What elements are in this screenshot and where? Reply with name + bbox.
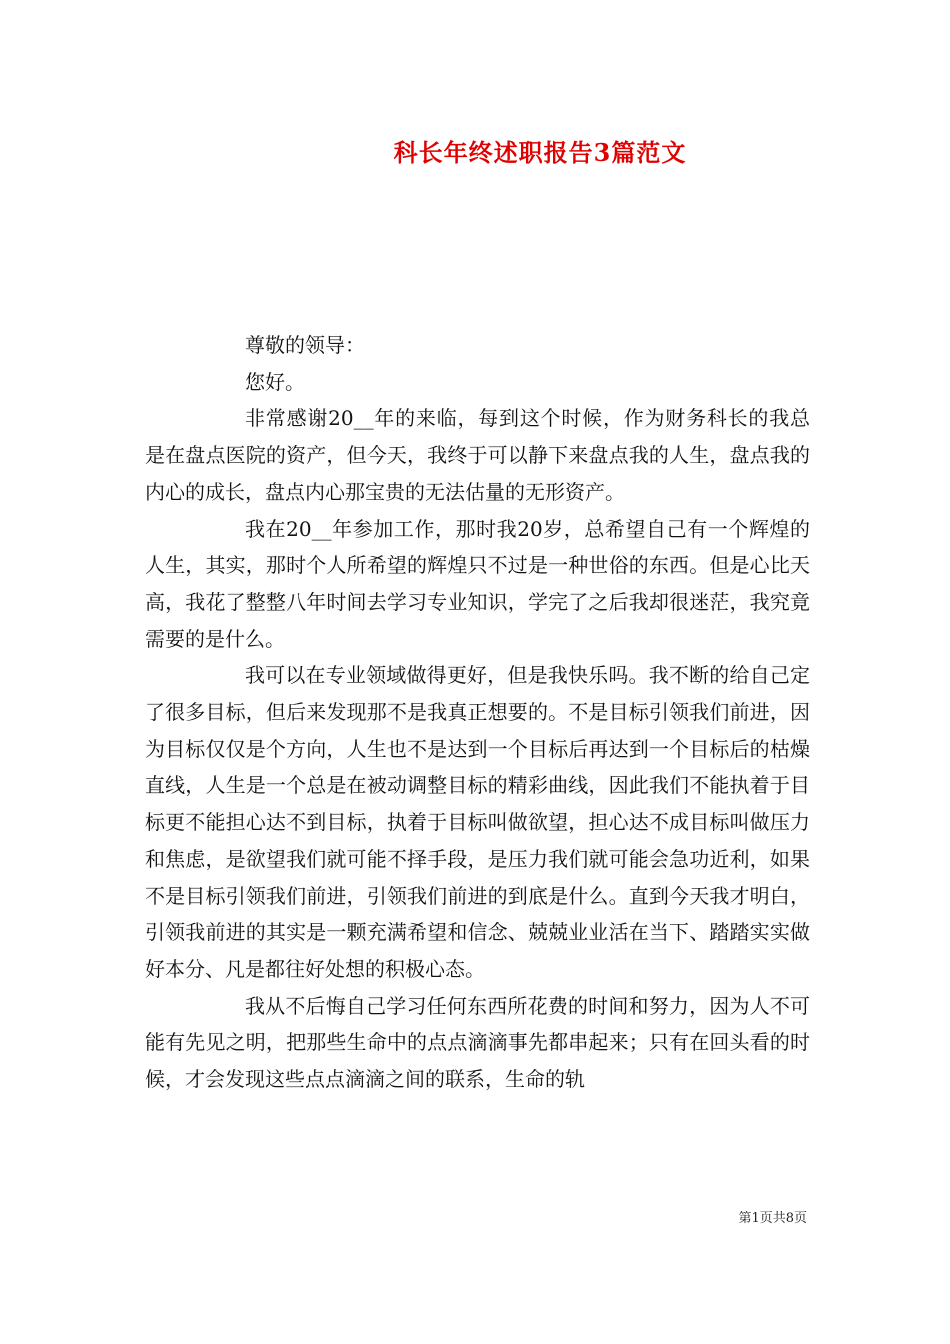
greeting: 您好。 <box>245 369 305 394</box>
paragraph-1: 非常感谢20__年的来临，每到这个时候，作为财务科长的我总是在盘点医院的资产，但今天，我终于可以静下来盘点我的人生，盘点我的内心的成长，盘点内心那宝贵的无法估量的无形资产。 <box>145 406 810 504</box>
salutation: 尊敬的领导： <box>245 333 365 357</box>
page-number-footer: 第1页共8页 <box>738 1211 807 1226</box>
document-title: 科长年终述职报告3篇范文 <box>393 138 687 167</box>
paragraph-4: 我从不后悔自己学习任何东西所花费的时间和努力，因为人不可能有先见之明，把那些生命中的点点滴滴事先都串起来；只有在回头看的时候，才会发现这些点点滴滴之间的联系，生命的轨 <box>145 993 810 1092</box>
document-body <box>145 327 810 1098</box>
paragraph-3: 我可以在专业领域做得更好，但是我快乐吗。我不断的给自己定了很多目标，但后来发现那不是我真正想要的。不是目标引领我们前进，因为目标仅仅是个方向，人生也不是达到一个目标后再达到一个目标后的枯燥直线，人生是一个总是在被动调整目标的精彩曲线，因此我们不能执着于目标更不能担心达不到目标，执着于目标叫做欲望，担心达不成目标叫做压力和焦虑，是欲望我们就可能不择手段，是压力我们就可能会急功近利，如果不是目标引领我们前进，引领我们前进的到底是什么。直到今天我才明白，引领我前进的其实是一颗充满希望和信念、兢兢业业活在当下、踏踏实实做好本分、凡是都往好处想的积极心态。 <box>145 663 810 981</box>
paragraph-2: 我在20__年参加工作，那时我20岁，总希望自己有一个辉煌的人生，其实，那时个人所希望的辉煌只不过是一种世俗的东西。但是心比天高，我花了整整八年时间去学习专业知识，学完了之后我却很迷茫，我究竟需要的是什么。 <box>145 516 810 651</box>
